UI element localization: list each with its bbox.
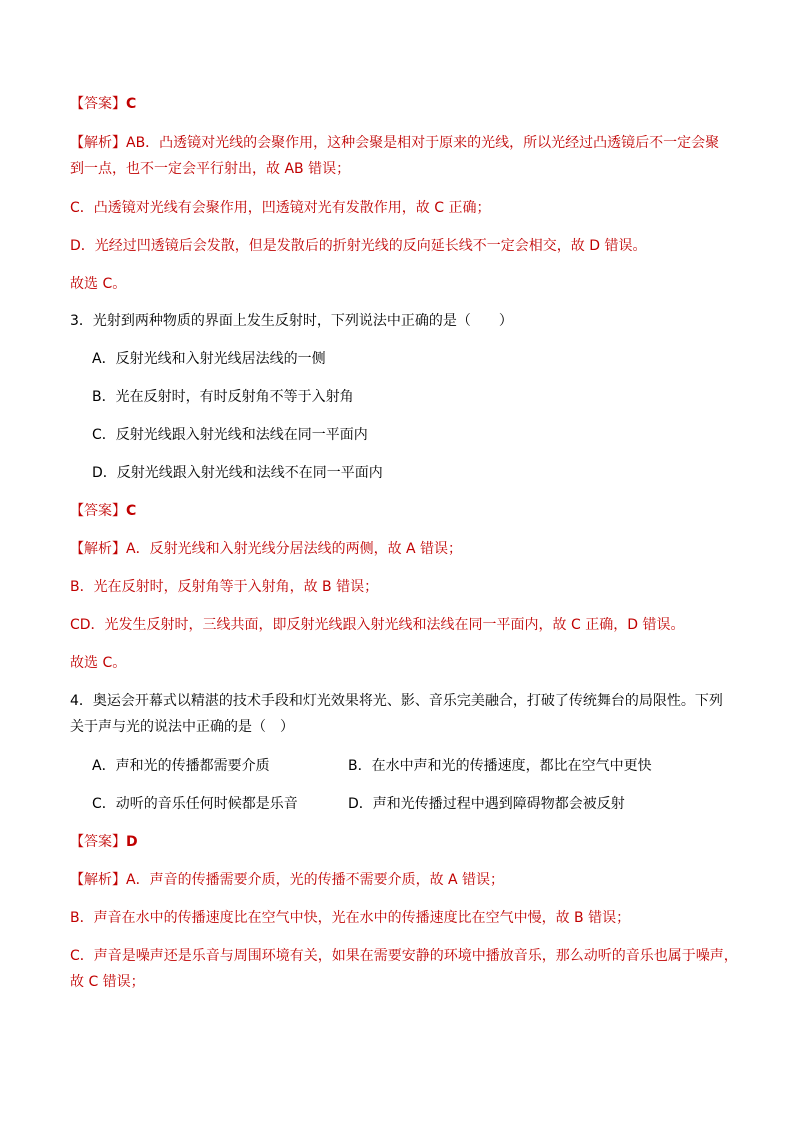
analysis-label: 【解析】 — [70, 541, 126, 557]
answer-value: D — [126, 834, 138, 850]
analysis-label: 【解析】 — [70, 135, 126, 151]
analysis-text: A．声音的传播需要介质，光的传播不需要介质，故 A 错误； — [126, 872, 505, 888]
analysis-line-q3-3: CD．光发生反射时，三线共面，即反射光线跟入射光线和法线在同一平面内，故 C 正确，D 错误。 — [70, 617, 685, 633]
question-4-stem-1: 4．奥运会开幕式以精湛的技术手段和灯光效果将光、影、音乐完美融合，打破了传统舞台的局限性。下列 — [70, 693, 723, 709]
analysis-label: 【解析】 — [70, 872, 126, 888]
analysis-text: A．反射光线和入射光线分居法线的两侧，故 A 错误； — [126, 541, 463, 557]
analysis-line-q2-2: 到一点，也不一定会平行射出，故 AB 错误； — [70, 161, 351, 177]
conclusion-q3: 故选 C。 — [70, 655, 127, 671]
analysis-line-q3-2: B．光在反射时，反射角等于入射角，故 B 错误； — [70, 579, 379, 595]
question-3-stem: 3．光射到两种物质的界面上发生反射时，下列说法中正确的是（ ） — [70, 313, 513, 329]
question-4-stem-2: 关于声与光的说法中正确的是（ ） — [70, 719, 294, 735]
conclusion-q2: 故选 C。 — [70, 276, 127, 292]
q3-option-c: C．反射光线跟入射光线和法线在同一平面内 — [92, 427, 368, 443]
q4-option-a: A．声和光的传播都需要介质 — [92, 758, 270, 774]
analysis-line-q4-4: 故 C 错误； — [70, 974, 145, 990]
answer-label: 【答案】 — [70, 834, 126, 850]
analysis-text: AB．凸透镜对光线的会聚作用，这种会聚是相对于原来的光线，所以光经过凸透镜后不一定会聚 — [126, 135, 720, 151]
analysis-line-q3-1 — [70, 539, 462, 559]
analysis-line-q2-3: C．凸透镜对光线有会聚作用，凹透镜对光有发散作用，故 C 正确； — [70, 200, 491, 216]
answer-line-q2 — [70, 94, 136, 114]
q3-option-b: B．光在反射时，有时反射角不等于入射角 — [92, 389, 354, 405]
q4-option-c: C．动听的音乐任何时候都是乐音 — [92, 796, 298, 812]
q3-option-a: A．反射光线和入射光线居法线的一侧 — [92, 351, 326, 367]
analysis-line-q4-1 — [70, 870, 504, 890]
analysis-line-q4-2: B．声音在水中的传播速度比在空气中快，光在水中的传播速度比在空气中慢，故 B 错误； — [70, 910, 631, 926]
answer-value: C — [126, 96, 137, 112]
answer-line-q4 — [70, 832, 138, 852]
analysis-line-q2-4: D．光经过凹透镜后会发散，但是发散后的折射光线的反向延长线不一定会相交，故 D 错误。 — [70, 238, 647, 254]
answer-line-q3 — [70, 501, 136, 521]
answer-label: 【答案】 — [70, 503, 126, 519]
analysis-line-q2-1 — [70, 133, 719, 153]
answer-value: C — [126, 503, 137, 519]
q4-option-b: B．在水中声和光的传播速度，都比在空气中更快 — [348, 758, 652, 774]
q4-option-d: D．声和光传播过程中遇到障碍物都会被反射 — [348, 796, 625, 812]
q3-option-d: D．反射光线跟入射光线和法线不在同一平面内 — [92, 465, 383, 481]
answer-label: 【答案】 — [70, 96, 126, 112]
analysis-line-q4-3: C．声音是噪声还是乐音与周围环境有关，如果在需要安静的环境中播放音乐，那么动听的音乐也属于噪声， — [70, 948, 738, 964]
